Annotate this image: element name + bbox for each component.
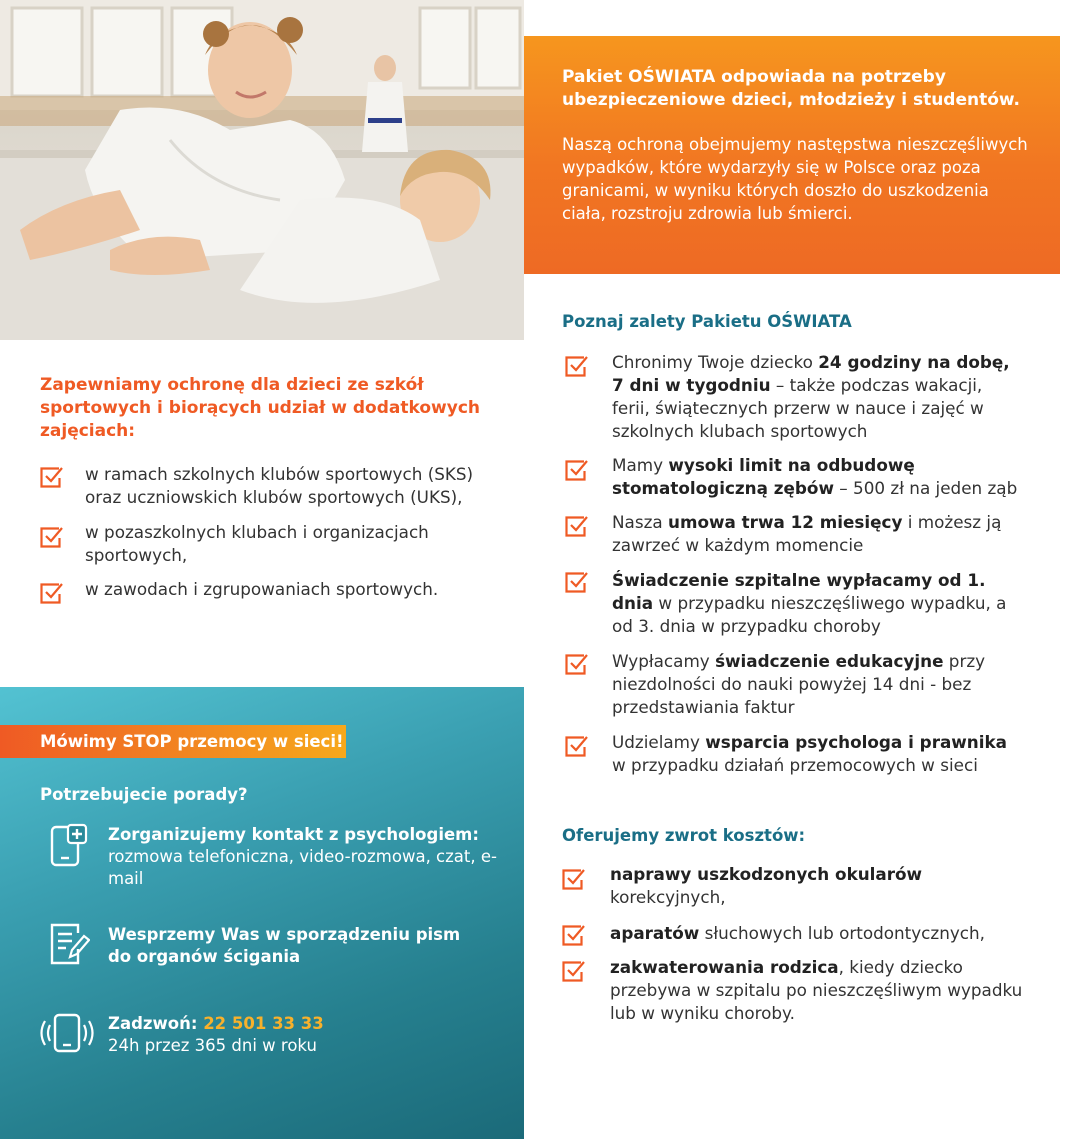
checkbox-icon [563, 733, 589, 759]
refunds-heading: Oferujemy zwrot kosztów: [562, 826, 806, 845]
psychologist-text: rozmowa telefoniczna, video-rozmowa, czat, e-mail [108, 847, 497, 888]
benefit-item: Mamy wysoki limit na odbudowę stomatologiczną zębów – 500 zł na jeden ząb [612, 455, 1018, 498]
checkbox-icon [560, 922, 586, 948]
intro-body: Naszą ochroną obejmujemy następstwa nieszczęśliwych wypadków, które wydarzyły się w Polsce oraz poza granicami, w wyniku których doszło do uszkodzenia ciała, rozstroju zdrowia lub śmierci. [562, 135, 1028, 223]
benefit-item: Udzielamy wsparcia psychologa i prawnika w przypadku działań przemocowych w sieci [612, 732, 1007, 775]
refund-item: naprawy uszkodzonych okularów korekcyjnych, [610, 864, 923, 907]
helpline [108, 1013, 508, 1057]
stop-violence-banner: Mówimy STOP przemocy w sieci! [0, 725, 346, 758]
photo-illustration [0, 0, 524, 340]
psychologist-contact [108, 824, 508, 890]
checkbox-icon [38, 580, 64, 606]
sports-list-item: w pozaszkolnych klubach i organizacjach sportowych, [85, 522, 429, 565]
benefit-item: Świadczenie szpitalne wypłacamy od 1. dnia w przypadku nieszczęśliwego wypadku, a od 3. dnia w przypadku choroby [612, 570, 1007, 636]
checkbox-icon [563, 651, 589, 677]
helpline-phone-number[interactable]: 22 501 33 33 [203, 1014, 324, 1033]
intro-lead: Pakiet OŚWIATA odpowiada na potrzeby ubezpieczeniowe dzieci, młodzieży i studentów. [562, 67, 1020, 110]
checkbox-icon [563, 353, 589, 379]
sports-list-item: w ramach szkolnych klubów sportowych (SKS) oraz uczniowskich klubów sportowych (UKS), [85, 464, 474, 507]
legal-letters-title: Wesprzemy Was w sporządzeniu pism do organów ścigania [108, 925, 461, 966]
document-pen-icon [48, 921, 90, 967]
children-judo-photo [0, 0, 524, 340]
benefit-item: Chronimy Twoje dziecko 24 godziny na dobę, 7 dni w tygodniu – także podczas wakacji, ferii, świątecznych przerw w nauce i zajęć w szkolnych klubach sportowych [612, 352, 1010, 441]
benefits-heading: Poznaj zalety Pakietu OŚWIATA [562, 312, 852, 331]
advice-question: Potrzebujecie porady? [40, 785, 248, 804]
checkbox-icon [563, 569, 589, 595]
checkbox-icon [560, 958, 586, 984]
refund-item: zakwaterowania rodzica, kiedy dziecko przebywa w szpitalu po nieszczęśliwym wypadku lub w wyniku choroby. [610, 957, 1023, 1023]
checkbox-icon [560, 866, 586, 892]
sports-schools-heading: Zapewniamy ochronę dla dzieci ze szkół sportowych i biorących udział w dodatkowych zajęciach: [40, 375, 480, 441]
benefit-item: Wypłacamy świadczenie edukacyjne przy niezdolności do nauki powyżej 14 dni - bez przedstawiania faktur [612, 651, 986, 717]
helpline-hours: 24h przez 365 dni w roku [108, 1036, 317, 1055]
online-violence-section [0, 687, 524, 1139]
benefit-item: Nasza umowa trwa 12 miesięcy i możesz ją zawrzeć w każdym momencie [612, 512, 1002, 555]
refund-item: aparatów słuchowych lub ortodontycznych, [610, 923, 985, 943]
checkbox-icon [38, 464, 64, 490]
checkbox-icon [38, 524, 64, 550]
helpline-label: Zadzwoń: [108, 1014, 198, 1033]
phone-ringing-icon [40, 1013, 94, 1053]
phone-medical-icon [48, 823, 88, 867]
psychologist-title: Zorganizujemy kontakt z psychologiem: [108, 825, 479, 844]
intro-box [524, 36, 1060, 274]
checkbox-icon [563, 457, 589, 483]
legal-letters-support [108, 924, 478, 968]
sports-list-item: w zawodach i zgrupowaniach sportowych. [85, 579, 439, 599]
checkbox-icon [563, 513, 589, 539]
